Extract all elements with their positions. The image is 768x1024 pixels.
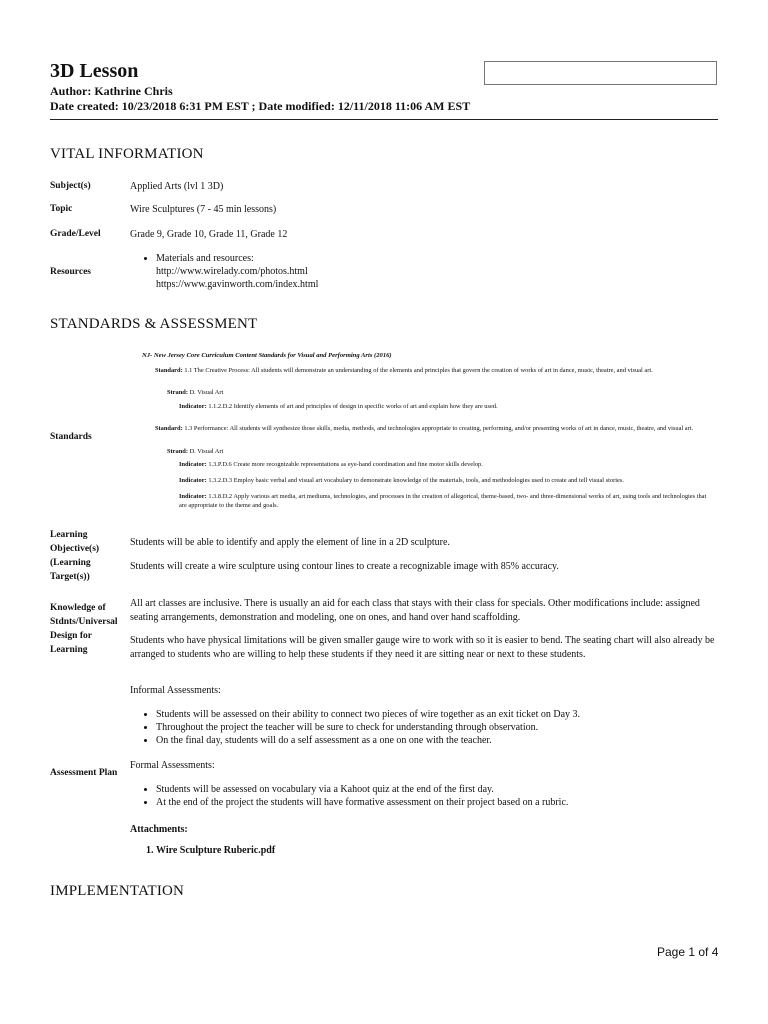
standards-label: Standards — [50, 432, 92, 442]
strand-2 — [167, 447, 707, 456]
standards-assessment-heading: STANDARDS & ASSESSMENT — [50, 316, 258, 332]
standards-source: NJ- New Jersey Core Curriculum Content Standards for Visual and Performing Arts (2016) — [142, 352, 392, 359]
standard-1 — [155, 366, 710, 375]
strand-key: Strand: — [167, 389, 188, 396]
list-item: • At the end of the project the students will have formative assessment on their project based on a rubric. — [156, 796, 720, 809]
indicator-4 — [179, 492, 707, 510]
grade-label: Grade/Level — [50, 229, 101, 239]
list-item: • On the final day, students will do a self assessment as a one on one with the teacher. — [156, 734, 720, 747]
objective-paragraph-2: Students will create a wire sculpture using contour lines to create a recognizable image with 85% accuracy. — [130, 561, 559, 572]
learning-objectives-label: Learning Objective(s) (Learning Target(s)) — [50, 530, 100, 582]
indicator-key: Indicator: — [179, 477, 207, 484]
standard-key: Standard: — [155, 367, 183, 374]
resources-intro: Materials and resources: — [156, 253, 254, 264]
indicator-3 — [179, 476, 707, 485]
topic-value: Wire Sculptures (7 - 45 min lessons) — [130, 204, 277, 215]
list-item: • Students will be assessed on their ability to connect two pieces of wire together as an exit ticket on Day 3. — [156, 708, 720, 721]
lesson-title: 3D Lesson — [50, 60, 139, 82]
indicator-text: 1.3.8.D.2 Apply various art media, art mediums, technologies, and processes in the creation of allegorical, theme-based, two- and three-dimensional works of art, using tools and technologies that are appropriate to the theme and goals. — [179, 493, 707, 509]
resources-list — [130, 252, 690, 291]
knowledge-label: Knowledge of Stdnts/Universal Design for Learning — [50, 603, 118, 655]
indicator-text: 1.3.2.D.3 Employ basic verbal and visual art vocabulary to demonstrate knowledge of the materials, tools, and methodologies used to create and tell visual stories. — [208, 477, 624, 484]
indicator-text: 1.3.P.D.6 Create more recognizable representations as eye-hand coordination and fine motor skills develop. — [208, 461, 483, 468]
attachments-label: Attachments: — [130, 824, 188, 835]
title-box — [484, 61, 717, 85]
dates-line: Date created: 10/23/2018 6:31 PM EST ; Date modified: 12/11/2018 11:06 AM EST — [50, 99, 471, 113]
indicator-key: Indicator: — [179, 461, 207, 468]
indicator-2 — [179, 460, 707, 469]
subject-label: Subject(s) — [50, 181, 91, 191]
knowledge-paragraph-2: Students who have physical limitations will be given smaller gauge wire to work with so it is easier to bend. The seating chart will also already be arranged to students who are willing to help these students if they need it are sitting near or next to these students. — [130, 635, 715, 660]
standard-text: 1.1 The Creative Process: All students will demonstrate an understanding of the elements and principles that govern the creation of works of art in dance, music, theatre, and visual art. — [184, 367, 653, 374]
objective-paragraph-1: Students will be able to identify and apply the element of line in a 2D sculpture. — [130, 537, 450, 548]
author-line: Author: Kathrine Chris — [50, 84, 173, 98]
informal-assessments-list — [130, 708, 720, 747]
page-number: Page 1 of 4 — [657, 945, 719, 959]
grade-value: Grade 9, Grade 10, Grade 11, Grade 12 — [130, 229, 288, 240]
standard-key: Standard: — [155, 425, 183, 432]
list-item: • Throughout the project the teacher will be sure to check for understanding through observation. — [156, 721, 720, 734]
header-divider — [50, 119, 718, 120]
strand-key: Strand: — [167, 448, 188, 455]
formal-assessments-heading: Formal Assessments: — [130, 760, 215, 771]
subject-value: Applied Arts (lvl 1 3D) — [130, 181, 224, 192]
strand-text: D. Visual Art — [189, 389, 224, 396]
topic-label: Topic — [50, 204, 73, 214]
resource-link[interactable]: https://www.gavinworth.com/index.html — [156, 279, 319, 290]
indicator-text: 1.1.2.D.2 Identify elements of art and principles of design in specific works of art and explain how they are used. — [208, 403, 498, 410]
indicator-1 — [179, 402, 707, 411]
vital-information-heading: VITAL INFORMATION — [50, 146, 204, 162]
resource-link[interactable]: http://www.wirelady.com/photos.html — [156, 266, 308, 277]
assessment-plan-label: Assessment Plan — [50, 768, 118, 778]
strand-1 — [167, 388, 707, 397]
attachment-link[interactable]: 1. Wire Sculpture Ruberic.pdf — [156, 845, 275, 856]
informal-assessments-heading: Informal Assessments: — [130, 685, 221, 696]
list-item — [156, 252, 690, 291]
attachments-list — [130, 845, 275, 856]
knowledge-paragraph-1: All art classes are inclusive. There is usually an aid for each class that stays with their class for specials. Other modifications include: assigned seating arrangements, demonstration and modeling, one on ones, and hand over hand scaffolding. — [130, 598, 700, 623]
standard-2 — [155, 424, 710, 433]
strand-text: D. Visual Art — [189, 448, 224, 455]
formal-assessments-list — [130, 783, 720, 809]
list-item: • Students will be assessed on vocabulary via a Kahoot quiz at the end of the first day. — [156, 783, 720, 796]
indicator-key: Indicator: — [179, 403, 207, 410]
implementation-heading: IMPLEMENTATION — [50, 883, 185, 899]
standard-text: 1.3 Performance: All students will synthesize those skills, media, methods, and technologies appropriate to creating, performing, and/or presenting works of art in dance, music, theatre, and visual art. — [184, 425, 694, 432]
indicator-key: Indicator: — [179, 493, 207, 500]
resources-label: Resources — [50, 267, 91, 277]
